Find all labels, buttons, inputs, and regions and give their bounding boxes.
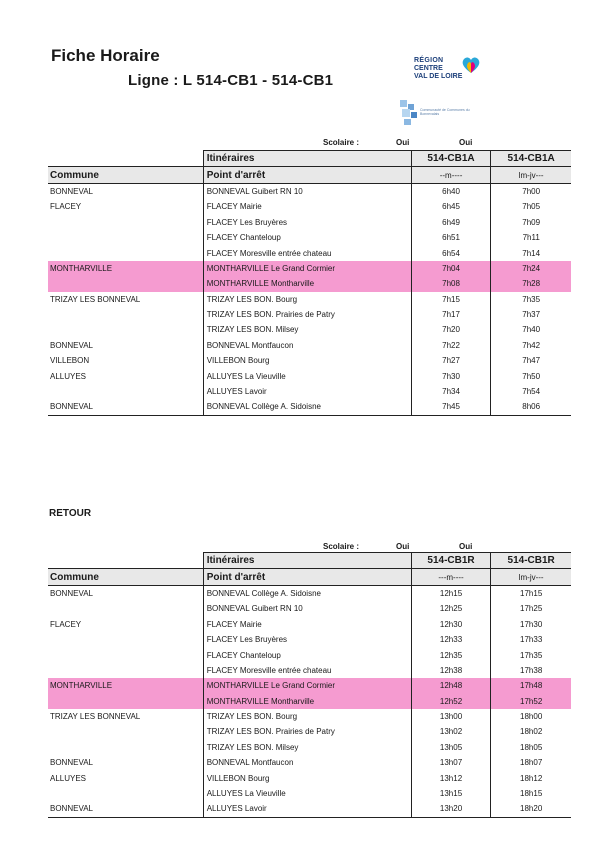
time-cell-1: 12h52: [411, 694, 491, 709]
time-cell-1: 12h30: [411, 617, 491, 632]
time-cell-1: 6h49: [411, 215, 491, 230]
stop-cell: TRIZAY LES BON. Bourg: [203, 709, 411, 724]
time-cell-2: 7h50: [491, 368, 571, 383]
stop-cell: ALLUYES Lavoir: [203, 384, 411, 399]
table-row: [48, 245, 571, 260]
retour-days-1: ---m----: [411, 569, 491, 585]
region-logo-text-3: VAL DE LOIRE: [414, 73, 463, 80]
time-cell-2: 7h47: [491, 353, 571, 368]
table-row: [48, 647, 571, 662]
time-cell-1: 12h38: [411, 663, 491, 678]
time-cell-2: 18h02: [491, 724, 571, 739]
stop-cell: TRIZAY LES BON. Prairies de Patry: [203, 724, 411, 739]
time-cell-1: 13h07: [411, 755, 491, 770]
aller-days-2: lm-jv---: [491, 167, 571, 183]
aller-rows: [48, 183, 571, 415]
time-cell-2: 7h05: [491, 199, 571, 214]
time-cell-2: 18h00: [491, 709, 571, 724]
table-row: [48, 632, 571, 647]
retour-course-2: 514-CB1R: [491, 553, 571, 569]
aller-itineraires-header: Itinéraires: [203, 151, 411, 167]
retour-scolaire-label: Scolaire :: [323, 542, 360, 551]
stop-cell: BONNEVAL Montfaucon: [203, 338, 411, 353]
time-cell-1: 13h12: [411, 770, 491, 785]
region-heart-icon: [460, 54, 482, 76]
commune-cell: [48, 601, 203, 616]
time-cell-1: 6h45: [411, 199, 491, 214]
commune-cell: [48, 663, 203, 678]
table-row: [48, 801, 571, 817]
stop-cell: BONNEVAL Collège A. Sidoisne: [203, 399, 411, 415]
aller-header-row-1: [48, 151, 571, 167]
time-cell-1: 7h22: [411, 338, 491, 353]
retour-commune-header: Commune: [48, 569, 203, 585]
stop-cell: FLACEY Moresville entrée chateau: [203, 663, 411, 678]
stop-cell: BONNEVAL Montfaucon: [203, 755, 411, 770]
time-cell-2: 7h24: [491, 261, 571, 276]
commune-cell: BONNEVAL: [48, 801, 203, 817]
stop-cell: MONTHARVILLE Le Grand Cormier: [203, 678, 411, 693]
time-cell-2: 18h05: [491, 740, 571, 755]
commune-cell: BONNEVAL: [48, 399, 203, 415]
time-cell-2: 18h12: [491, 770, 571, 785]
time-cell-2: 7h09: [491, 215, 571, 230]
time-cell-2: 7h40: [491, 322, 571, 337]
table-row: [48, 755, 571, 770]
community-logo: [398, 96, 490, 130]
table-row: [48, 199, 571, 214]
table-row: [48, 384, 571, 399]
aller-oui-2: Oui: [459, 138, 473, 147]
time-cell-1: 7h17: [411, 307, 491, 322]
table-row: [48, 322, 571, 337]
time-cell-1: 13h02: [411, 724, 491, 739]
stop-cell: MONTHARVILLE Montharville: [203, 276, 411, 291]
commune-cell: BONNEVAL: [50, 340, 93, 350]
time-cell-1: 7h15: [411, 292, 491, 307]
region-logo-text-2: CENTRE: [414, 65, 443, 72]
commune-cell: [48, 632, 203, 647]
time-cell-2: 18h20: [491, 801, 571, 817]
commune-cell: [48, 230, 203, 245]
time-cell-1: 7h27: [411, 353, 491, 368]
commune-cell: [48, 740, 203, 755]
table-row: [48, 724, 571, 739]
time-cell-2: 17h15: [491, 585, 571, 601]
table-row: [48, 353, 571, 368]
table-row: [48, 678, 571, 693]
table-row: [48, 230, 571, 245]
commune-cell: [48, 276, 203, 291]
table-row: [48, 617, 571, 632]
time-cell-2: 17h25: [491, 601, 571, 616]
table-row: [48, 663, 571, 678]
table-row: [48, 338, 571, 353]
time-cell-2: 7h00: [491, 183, 571, 199]
table-row: [48, 276, 571, 291]
time-cell-1: 12h25: [411, 601, 491, 616]
commune-cell: [48, 724, 203, 739]
aller-commune-header: Commune: [48, 167, 203, 183]
aller-point-header: Point d'arrêt: [203, 167, 411, 183]
time-cell-2: 7h37: [491, 307, 571, 322]
stop-cell: TRIZAY LES BON. Bourg: [203, 292, 411, 307]
stop-cell: FLACEY Moresville entrée chateau: [203, 245, 411, 260]
commune-cell: MONTHARVILLE: [48, 261, 203, 276]
commune-cell: [48, 647, 203, 662]
time-cell-1: 7h08: [411, 276, 491, 291]
aller-header-row-2: [48, 167, 571, 183]
retour-timetable: [48, 552, 571, 818]
time-cell-1: 12h48: [411, 678, 491, 693]
commune-cell: ALLUYES: [50, 773, 87, 783]
stop-cell: FLACEY Chanteloup: [203, 230, 411, 245]
time-cell-1: 7h34: [411, 384, 491, 399]
time-cell-2: 17h48: [491, 678, 571, 693]
commune-cell: BONNEVAL: [50, 758, 93, 768]
retour-heading: RETOUR: [49, 508, 92, 519]
aller-days-1: --m----: [411, 167, 491, 183]
stop-cell: FLACEY Les Bruyères: [203, 632, 411, 647]
table-row: [48, 307, 571, 322]
table-row: [48, 601, 571, 616]
stop-cell: FLACEY Mairie: [203, 617, 411, 632]
time-cell-1: 6h54: [411, 245, 491, 260]
time-cell-1: 6h51: [411, 230, 491, 245]
commune-cell: [48, 786, 203, 801]
commune-cell: ALLUYES: [50, 371, 87, 381]
stop-cell: FLACEY Les Bruyères: [203, 215, 411, 230]
retour-rows: [48, 585, 571, 817]
time-cell-2: 18h15: [491, 786, 571, 801]
time-cell-1: 12h15: [411, 585, 491, 601]
retour-days-2: lm-jv---: [491, 569, 571, 585]
commune-cell: [48, 322, 203, 337]
time-cell-1: 7h45: [411, 399, 491, 415]
stop-cell: FLACEY Chanteloup: [203, 647, 411, 662]
time-cell-1: 7h30: [411, 368, 491, 383]
stop-cell: ALLUYES La Vieuville: [203, 786, 411, 801]
table-row: [48, 786, 571, 801]
time-cell-2: 7h14: [491, 245, 571, 260]
time-cell-2: 17h52: [491, 694, 571, 709]
time-cell-1: 12h33: [411, 632, 491, 647]
time-cell-2: 17h35: [491, 647, 571, 662]
time-cell-1: 13h15: [411, 786, 491, 801]
commune-cell: TRIZAY LES BONNEVAL: [50, 712, 141, 722]
time-cell-1: 13h20: [411, 801, 491, 817]
region-logo: [414, 54, 484, 86]
time-cell-2: 7h35: [491, 292, 571, 307]
stop-cell: BONNEVAL Collège A. Sidoisne: [203, 585, 411, 601]
commune-cell: [48, 307, 203, 322]
stop-cell: TRIZAY LES BON. Milsey: [203, 740, 411, 755]
commune-cell: [48, 215, 203, 230]
stop-cell: BONNEVAL Guibert RN 10: [203, 601, 411, 616]
table-row: [48, 770, 571, 785]
retour-point-header: Point d'arrêt: [203, 569, 411, 585]
commune-cell: [48, 245, 203, 260]
time-cell-2: 7h54: [491, 384, 571, 399]
commune-cell: [48, 694, 203, 709]
stop-cell: VILLEBON Bourg: [203, 770, 411, 785]
retour-header-row-1: [48, 553, 571, 569]
table-row: [48, 261, 571, 276]
time-cell-1: 12h35: [411, 647, 491, 662]
table-row: [48, 368, 571, 383]
retour-itineraires-header: Itinéraires: [203, 553, 411, 569]
retour-header-row-2: [48, 569, 571, 585]
commune-cell: FLACEY: [50, 202, 82, 212]
stop-cell: MONTHARVILLE Le Grand Cormier: [203, 261, 411, 276]
table-row: [48, 740, 571, 755]
table-row: [48, 183, 571, 199]
line-label: Ligne : L 514-CB1 - 514-CB1: [128, 72, 334, 89]
time-cell-2: 7h42: [491, 338, 571, 353]
table-row: [48, 292, 571, 307]
time-cell-2: 17h30: [491, 617, 571, 632]
page-title: Fiche Horaire: [51, 46, 160, 65]
time-cell-2: 17h33: [491, 632, 571, 647]
time-cell-2: 17h38: [491, 663, 571, 678]
region-logo-text-1: RÉGION: [414, 57, 444, 64]
commune-cell: VILLEBON: [50, 356, 90, 366]
retour-course-1: 514-CB1R: [411, 553, 491, 569]
stop-cell: ALLUYES La Vieuville: [203, 368, 411, 383]
retour-oui-1: Oui: [396, 542, 410, 551]
time-cell-2: 18h07: [491, 755, 571, 770]
stop-cell: MONTHARVILLE Montharville: [203, 694, 411, 709]
time-cell-2: 7h11: [491, 230, 571, 245]
commune-cell: MONTHARVILLE: [48, 678, 203, 693]
community-logo-icon: [398, 98, 420, 128]
community-logo-text: Communauté de Communes du Bonnevalais: [420, 108, 470, 116]
time-cell-1: 6h40: [411, 183, 491, 199]
time-cell-2: 8h06: [491, 399, 571, 415]
aller-scolaire-label: Scolaire :: [323, 138, 360, 147]
stop-cell: TRIZAY LES BON. Prairies de Patry: [203, 307, 411, 322]
stop-cell: ALLUYES Lavoir: [203, 801, 411, 817]
commune-cell: [48, 384, 203, 399]
time-cell-1: 7h04: [411, 261, 491, 276]
commune-cell: TRIZAY LES BONNEVAL: [50, 294, 141, 304]
table-row: [48, 694, 571, 709]
table-row: [48, 585, 571, 601]
time-cell-1: 13h00: [411, 709, 491, 724]
time-cell-2: 7h28: [491, 276, 571, 291]
stop-cell: TRIZAY LES BON. Milsey: [203, 322, 411, 337]
aller-timetable: [48, 150, 571, 416]
commune-cell: BONNEVAL: [50, 186, 93, 196]
table-row: [48, 399, 571, 415]
aller-course-2: 514-CB1A: [491, 151, 571, 167]
table-row: [48, 709, 571, 724]
aller-oui-1: Oui: [396, 138, 410, 147]
stop-cell: BONNEVAL Guibert RN 10: [203, 183, 411, 199]
time-cell-1: 13h05: [411, 740, 491, 755]
stop-cell: VILLEBON Bourg: [203, 353, 411, 368]
aller-course-1: 514-CB1A: [411, 151, 491, 167]
table-row: [48, 215, 571, 230]
commune-cell: BONNEVAL: [50, 588, 93, 598]
retour-oui-2: Oui: [459, 542, 473, 551]
stop-cell: FLACEY Mairie: [203, 199, 411, 214]
commune-cell: FLACEY: [50, 619, 82, 629]
time-cell-1: 7h20: [411, 322, 491, 337]
